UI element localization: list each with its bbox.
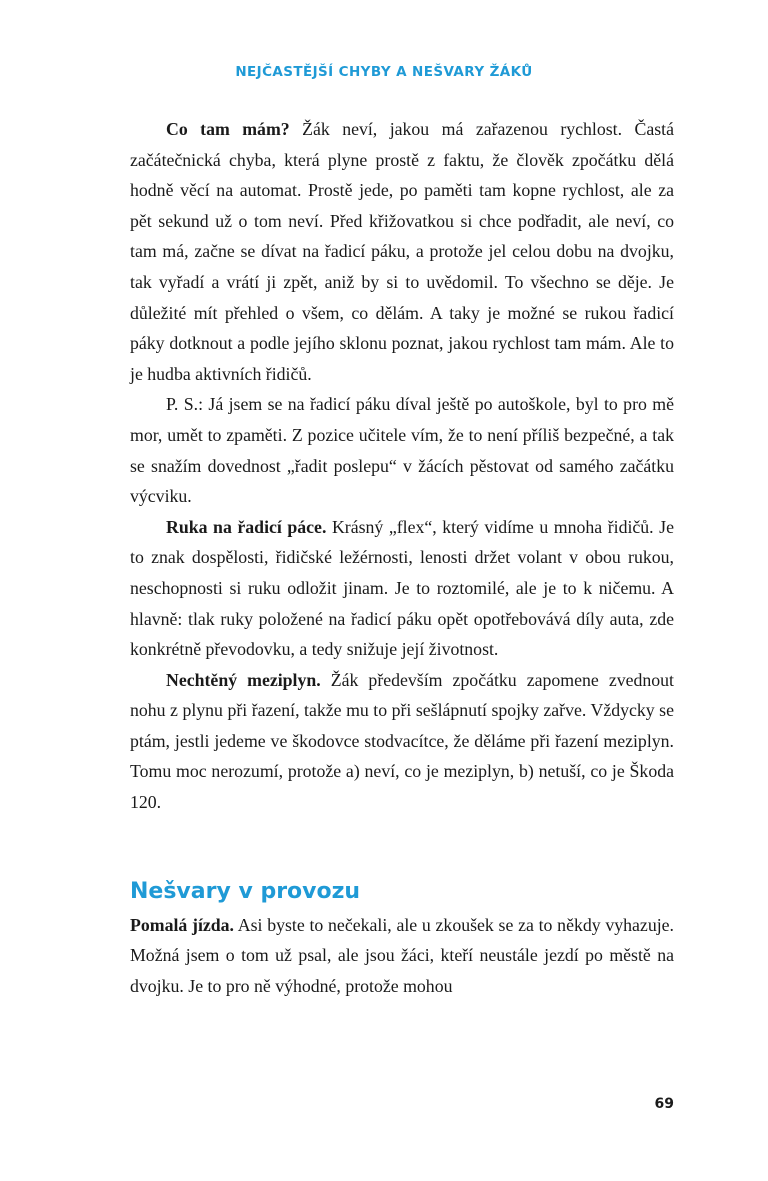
paragraph-pomala-jizda [130, 910, 674, 1002]
paragraph-text: Žák neví, jakou má zařazenou rychlost. Častá začátečnická chyba, která plyne prostě z faktu, že člověk zpočátku dělá hodně věcí na automat. Prostě jede, po paměti tam kopne rychlost, ale za pět sekund už o tom neví. Před křižovatkou si chce podřadit, ale neví, co tam má, začne se dívat na řadicí páku, a protože jel celou dobu na dvojku, tak vyřadí a vrátí ji zpět, aniž by si to uvědomil. To všechno se děje. Je důležité mít přehled o všem, co dělám. A taky je možné se rukou řadicí páky dotknout a podle jejího sklonu poznat, jakou rychlost tam mám. Ale to je hudba aktivních řidičů. [130, 119, 674, 384]
run-in-heading: Nechtěný meziplyn. [166, 669, 321, 690]
paragraph-ps [130, 389, 674, 511]
run-in-heading: Co tam mám? [166, 119, 290, 139]
paragraph-text: Žák především zpočátku zapomene zvednout nohu z plynu při řazení, takže mu to při sešlápnutí spojky zařve. Vždycky se ptám, jestli jedeme ve škodovce stodvacítce, že děláme při řazení meziplyn. Tomu moc nerozumí, protože a) neví, co je meziplyn, b) netuší, co je Škoda 120. [130, 669, 674, 813]
paragraph-nechteny-meziplyn [130, 665, 674, 818]
run-in-heading: Pomalá jízda. [130, 914, 235, 935]
page-number: 69 [654, 1096, 674, 1112]
paragraph-text: Asi byste to nečekali, ale u zkoušek se za to někdy vyhazuje. Možná jsem o tom už psal, ale jsou žáci, kteří neustále jezdí po městě na dvojku. Je to pro ně výhodné, protože mohou [130, 914, 674, 996]
paragraph-co-tam-mam [130, 114, 674, 389]
paragraph-ruka-na-radici-pace [130, 512, 674, 665]
paragraph-text: P. S.: Já jsem se na řadicí páku díval ještě po autoškole, byl to pro mě mor, umět to zpaměti. Z pozice učitele vím, že to není příliš bezpečné, a tak se snažím dovednost „řadit poslepu“ v žácích pěstovat od samého začátku výcviku. [130, 394, 674, 507]
run-in-heading: Ruka na řadicí páce. [166, 516, 327, 537]
section-heading: Nešvary v provozu [130, 878, 361, 904]
paragraph-text: Krásný „flex“, který vidíme u mnoha řidičů. Je to znak dospělosti, řidičské ležérnosti, lenosti držet volant v obou rukou, neschopnosti si ruku odložit jinam. Je to roztomilé, ale je to k ničemu. A hlavně: tlak ruky položené na řadicí páku opět opotřebovává díly auta, zde konkrétně převodovku, a tedy snižuje její životnost. [130, 516, 674, 660]
page-body [130, 114, 674, 1001]
running-header: NEJČASTĚJŠÍ CHYBY A NEŠVARY ŽÁKŮ [235, 64, 533, 80]
